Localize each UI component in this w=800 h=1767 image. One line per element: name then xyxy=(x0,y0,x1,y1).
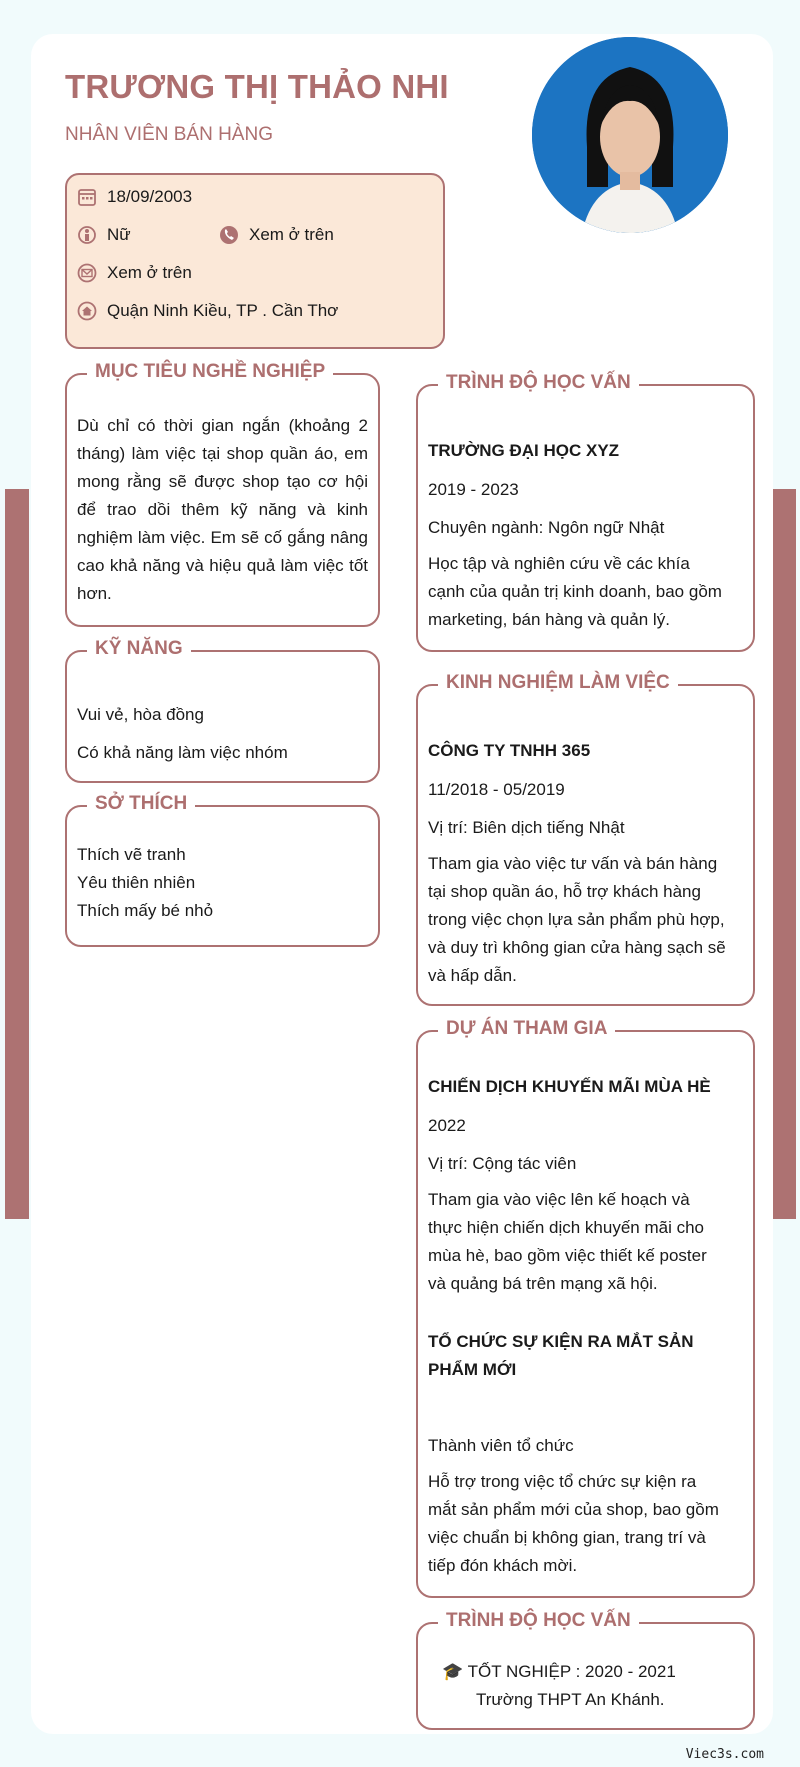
projects-title: DỰ ÁN THAM GIA xyxy=(438,1018,615,1040)
birthday-row xyxy=(77,187,192,207)
education-period: 2019 - 2023 xyxy=(428,480,519,499)
experience-section xyxy=(416,672,755,1006)
email-value: Xem ở trên xyxy=(107,263,192,282)
address-value: Quận Ninh Kiều, TP . Cần Thơ xyxy=(107,301,339,320)
school-name: TRƯỜNG ĐẠI HỌC XYZ xyxy=(428,441,620,460)
gender-value: Nữ xyxy=(107,225,131,244)
email-row xyxy=(77,263,192,283)
phone-value: Xem ở trên xyxy=(249,225,334,244)
objective-text: Dù chỉ có thời gian ngắn (khoảng 2 tháng) làm việc tại shop quần áo, em mong rằng sẽ được shop tạo cơ hội để trao dồi thêm kỹ năng và kinh nghiệm làm việc. Em sẽ cố gắng nâng cao khả năng và hiệu quả làm việc tốt hơn. xyxy=(77,416,368,603)
watermark: Viec3s.com xyxy=(685,1747,764,1762)
birthday-value: 18/09/2003 xyxy=(107,187,193,206)
left-accent-bar xyxy=(5,489,29,1219)
project-role: Thành viên tổ chức xyxy=(428,1436,574,1455)
home-icon xyxy=(77,301,97,321)
envelope-icon xyxy=(77,263,97,283)
objective-section xyxy=(65,361,380,627)
experience-position: Vị trí: Biên dịch tiếng Nhật xyxy=(428,818,625,837)
project-year: 2022 xyxy=(428,1116,466,1135)
experience-description: Tham gia vào việc tư vấn và bán hàng tại shop quần áo, hỗ trợ khách hàng trong việc chọn lựa sản phẩm phù hợp, và duy trì không gian cửa hàng sạch sẽ và hấp dẫn. xyxy=(428,854,726,985)
education-description: Học tập và nghiên cứu về các khía cạnh của quản trị kinh doanh, bao gồm marketing, bán hàng và quản lý. xyxy=(428,554,722,629)
project-role: Vị trí: Cộng tác viên xyxy=(428,1154,577,1173)
hobby-item: Thích vẽ tranh xyxy=(77,845,186,864)
project-name: CHIẾN DỊCH KHUYẾN MÃI MÙA HÈ xyxy=(428,1077,711,1096)
skill-item: Vui vẻ, hòa đồng xyxy=(77,705,204,724)
education-section xyxy=(416,372,755,652)
education-title: TRÌNH ĐỘ HỌC VẤN xyxy=(438,372,639,394)
job-title: NHÂN VIÊN BÁN HÀNG xyxy=(65,124,273,145)
high-school-name: Trường THPT An Khánh. xyxy=(476,1690,665,1709)
hobbies-title: SỞ THÍCH xyxy=(87,793,195,815)
skills-title: KỸ NĂNG xyxy=(87,638,191,660)
phone-row xyxy=(219,225,334,245)
projects-section xyxy=(416,1018,755,1598)
experience-period: 11/2018 - 05/2019 xyxy=(428,780,565,799)
project-description: Hỗ trợ trong việc tổ chức sự kiện ra mắt sản phẩm mới của shop, bao gồm việc chuẩn bị không gian, trang trí và tiếp đón khách mời. xyxy=(428,1472,719,1575)
high-school-section xyxy=(416,1610,755,1730)
hobbies-section xyxy=(65,793,380,947)
hobby-item: Yêu thiên nhiên xyxy=(77,873,196,892)
gender-icon xyxy=(77,225,97,245)
phone-icon xyxy=(219,225,239,245)
hobby-item: Thích mấy bé nhỏ xyxy=(77,901,214,920)
calendar-icon xyxy=(77,187,97,207)
gender-row xyxy=(77,225,131,245)
company-name: CÔNG TY TNHH 365 xyxy=(428,741,591,760)
objective-title: MỤC TIÊU NGHỀ NGHIỆP xyxy=(87,361,333,383)
education-major: Chuyên ngành: Ngôn ngữ Nhật xyxy=(428,518,665,537)
experience-title: KINH NGHIỆM LÀM VIỆC xyxy=(438,672,678,694)
skill-item: Có khả năng làm việc nhóm xyxy=(77,743,288,762)
project-name: TỔ CHỨC SỰ KIỆN RA MẮT SẢN PHẨM MỚI xyxy=(428,1332,694,1379)
candidate-name: TRƯƠNG THỊ THẢO NHI xyxy=(65,68,449,105)
contact-info-box xyxy=(65,173,445,349)
avatar xyxy=(532,37,728,233)
project-description: Tham gia vào việc lên kế hoạch và thực hiện chiến dịch khuyến mãi cho mùa hè, bao gồm việc thiết kế poster và quảng bá trên mạng xã hội. xyxy=(428,1190,707,1293)
graduation-line: 🎓 TỐT NGHIỆP : 2020 - 2021 xyxy=(442,1662,676,1681)
address-row xyxy=(77,301,338,321)
right-accent-bar xyxy=(772,489,796,1219)
skills-section xyxy=(65,638,380,783)
high-school-title: TRÌNH ĐỘ HỌC VẤN xyxy=(438,1610,639,1632)
